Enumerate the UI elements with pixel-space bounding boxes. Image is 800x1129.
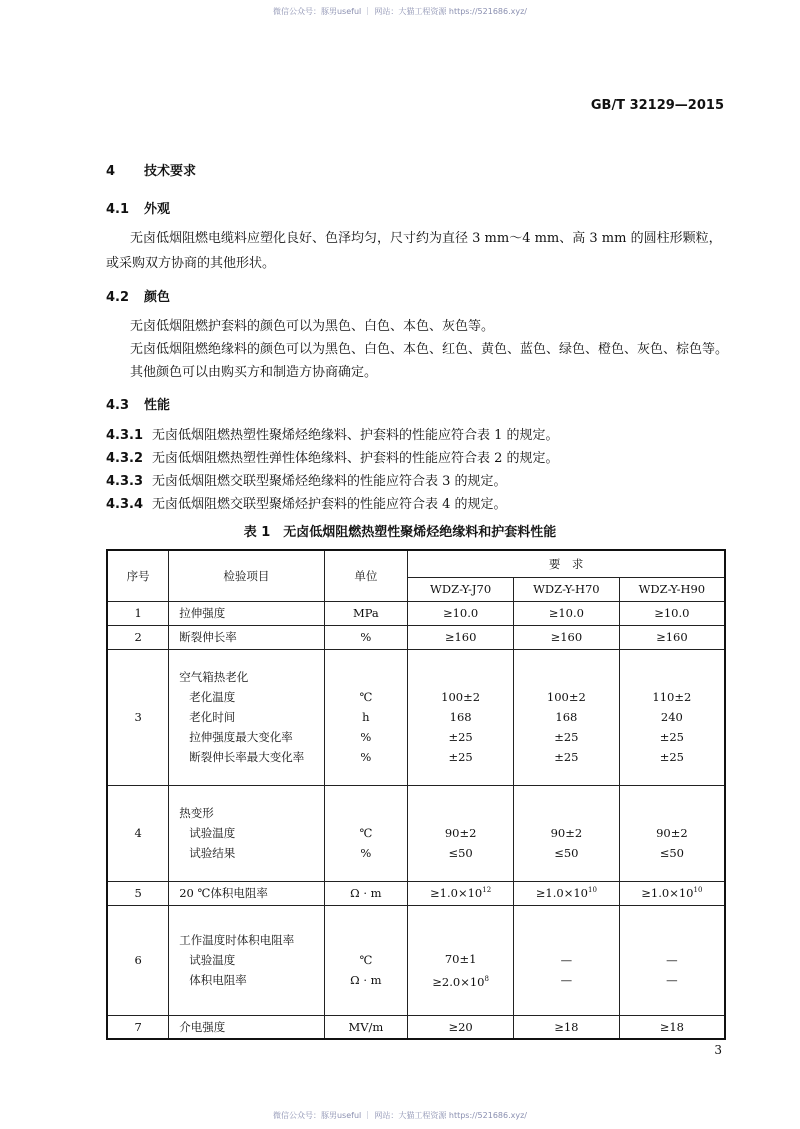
- clause-4-3-3: 4.3.3 无卤低烟阻燃交联型聚烯烃绝缘料的性能应符合表 3 的规定。: [106, 474, 507, 489]
- row-unit: %: [324, 625, 408, 649]
- value: —: [666, 973, 678, 987]
- header-grade-h70: WDZ-Y-H70: [513, 577, 619, 601]
- header-grade-j70: WDZ-Y-J70: [408, 577, 514, 601]
- header-unit: 单位: [324, 550, 408, 601]
- value: ±25: [448, 750, 473, 764]
- sub-item: 拉伸强度最大变化率: [189, 730, 293, 744]
- table-caption: 表 1 无卤低烟阻燃热塑性聚烯烃绝缘料和护套料性能: [243, 525, 557, 540]
- row-unit: Ω · m: [324, 881, 408, 905]
- row-value: [513, 905, 619, 1015]
- paragraph: 无卤低烟阻燃护套料的颜色可以为黑色、白色、本色、灰色等。: [130, 319, 495, 334]
- row-unit: [324, 649, 408, 785]
- unit: h: [362, 710, 370, 724]
- paragraph: 无卤低烟阻燃绝缘料的颜色可以为黑色、白色、本色、红色、黄色、蓝色、绿色、橙色、灰色、棕色等。: [130, 342, 729, 357]
- unit: %: [360, 846, 372, 860]
- section-4-heading: 4 技术要求: [106, 164, 197, 179]
- sub-item: 老化温度: [189, 690, 236, 704]
- sub-item: 老化时间: [189, 710, 236, 724]
- row-value: ≥160: [619, 625, 725, 649]
- row-value: [408, 785, 514, 881]
- row-item: 断裂伸长率: [169, 625, 324, 649]
- value: 110±2: [652, 690, 692, 704]
- table-row: [107, 1015, 725, 1039]
- unit: %: [360, 730, 372, 744]
- value: 90±2: [656, 826, 688, 840]
- row-value: ≥10.0: [619, 601, 725, 625]
- value: ≤50: [659, 846, 684, 860]
- value: 100±2: [441, 690, 481, 704]
- value: ≤50: [554, 846, 579, 860]
- row-item: [169, 649, 324, 785]
- row-value: ≥18: [619, 1015, 725, 1039]
- row-no: 5: [107, 881, 169, 905]
- page-number: 3: [714, 1043, 722, 1057]
- sub-item: 断裂伸长率最大变化率: [189, 750, 305, 764]
- group-title: 热变形: [179, 806, 214, 820]
- section-4-2-heading: 4.2 颜色: [106, 290, 171, 305]
- paragraph: 无卤低烟阻燃电缆料应塑化良好、色泽均匀，尺寸约为直径 3 mm～4 mm、高 3 mm 的圆柱形颗粒，: [130, 231, 722, 246]
- row-no: 3: [107, 649, 169, 785]
- row-no: 4: [107, 785, 169, 881]
- row-value: $\ge 1.0\times 10^{12}$: [408, 881, 514, 905]
- clause-4-3-4: 4.3.4 无卤低烟阻燃交联型聚烯烃护套料的性能应符合表 4 的规定。: [106, 497, 507, 512]
- row-no: 1: [107, 601, 169, 625]
- value: 168: [449, 710, 472, 724]
- watermark-top: 微信公众号：豚男useful ｜ 网站：大猫工程资源 https://521686.xyz/: [272, 7, 528, 16]
- unit: ℃: [359, 953, 373, 967]
- row-value: ≥160: [408, 625, 514, 649]
- group-title: 空气箱热老化: [179, 670, 249, 684]
- row-value: ≥18: [513, 1015, 619, 1039]
- row-no: 7: [107, 1015, 169, 1039]
- row-unit: MPa: [324, 601, 408, 625]
- unit: Ω · m: [350, 973, 382, 987]
- paragraph: 其他颜色可以由购买方和制造方协商确定。: [130, 365, 378, 380]
- row-value: [619, 905, 725, 1015]
- row-item: 20 ℃体积电阻率: [169, 881, 324, 905]
- sub-item: 体积电阻率: [189, 973, 247, 987]
- row-unit: [324, 905, 408, 1015]
- paragraph: 或采购双方协商的其他形状。: [106, 256, 276, 271]
- unit: ℃: [359, 690, 373, 704]
- row-value: $\ge 1.0\times 10^{10}$: [619, 881, 725, 905]
- sub-item: 试验结果: [189, 846, 236, 860]
- row-value: ≥10.0: [513, 601, 619, 625]
- value: 90±2: [550, 826, 583, 840]
- table-row: [107, 625, 725, 649]
- header-item: 检验项目: [169, 550, 324, 601]
- value: $\ge 2.0\times 10^8$: [432, 974, 489, 989]
- clause-4-3-2: 4.3.2 无卤低烟阻燃热塑性弹性体绝缘料、护套料的性能应符合表 2 的规定。: [106, 451, 559, 466]
- header-requirement: 要 求: [408, 550, 725, 577]
- row-value: [408, 649, 514, 785]
- value: 168: [555, 710, 578, 724]
- group-title: 工作温度时体积电阻率: [179, 933, 295, 947]
- section-4-1-heading: 4.1 外观: [106, 202, 171, 217]
- header-no: 序号: [107, 550, 169, 601]
- section-4-3-heading: 4.3 性能: [106, 398, 171, 413]
- table-row: [107, 785, 725, 881]
- value: ±25: [448, 730, 473, 744]
- row-value: [408, 905, 514, 1015]
- header-grade-h90: WDZ-Y-H90: [619, 577, 725, 601]
- table-row: [107, 881, 725, 905]
- row-no: 2: [107, 625, 169, 649]
- row-value: [619, 649, 725, 785]
- row-unit: MV/m: [324, 1015, 408, 1039]
- clause-4-3-1: 4.3.1 无卤低烟阻燃热塑性聚烯烃绝缘料、护套料的性能应符合表 1 的规定。: [106, 428, 559, 443]
- table-row: [107, 601, 725, 625]
- standard-number: GB/T 32129—2015: [590, 98, 724, 113]
- value: 70±1: [444, 951, 477, 966]
- row-unit: [324, 785, 408, 881]
- row-item: [169, 785, 324, 881]
- value: 240: [660, 710, 683, 724]
- table-row: [107, 905, 725, 1015]
- sub-item: 试验温度: [189, 953, 236, 967]
- value: 90±2: [444, 826, 477, 840]
- table-row: [107, 649, 725, 785]
- row-value: ≥20: [408, 1015, 514, 1039]
- unit: ℃: [359, 826, 373, 840]
- value: ±25: [554, 750, 579, 764]
- value: ±25: [659, 730, 684, 744]
- value: ≤50: [448, 846, 473, 860]
- value: —: [560, 973, 573, 987]
- watermark-bottom: 微信公众号：豚男useful ｜ 网站：大猫工程资源 https://521686.xyz/: [272, 1111, 528, 1120]
- sub-item: 试验温度: [189, 826, 236, 840]
- row-item: 介电强度: [169, 1015, 324, 1039]
- row-value: ≥160: [513, 625, 619, 649]
- properties-table: [106, 549, 726, 1040]
- row-value: [619, 785, 725, 881]
- row-value: $\ge 1.0\times 10^{10}$: [513, 881, 619, 905]
- row-item: 拉伸强度: [169, 601, 324, 625]
- row-value: ≥10.0: [408, 601, 514, 625]
- row-item: [169, 905, 324, 1015]
- value: ±25: [659, 750, 684, 764]
- unit: %: [360, 750, 372, 764]
- value: ±25: [554, 730, 579, 744]
- row-value: [513, 785, 619, 881]
- value: —: [560, 953, 573, 967]
- row-no: 6: [107, 905, 169, 1015]
- value: 100±2: [546, 690, 586, 704]
- row-value: [513, 649, 619, 785]
- value: —: [666, 953, 678, 967]
